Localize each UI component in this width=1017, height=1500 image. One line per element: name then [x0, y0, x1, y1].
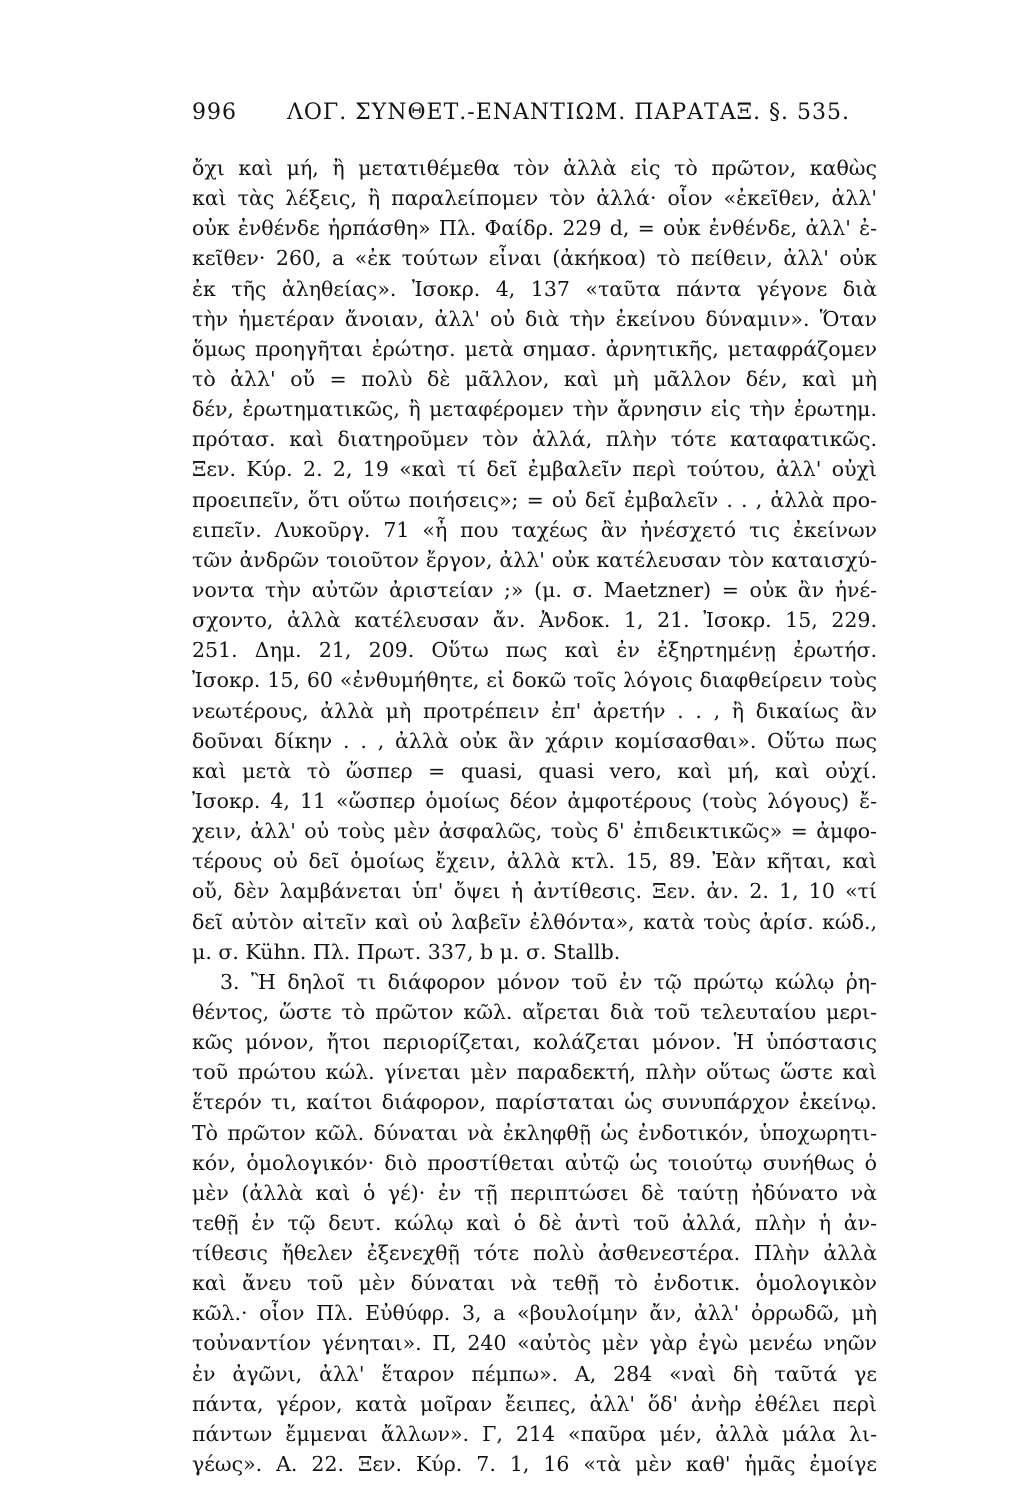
- text-line: πάντων ἔμμεναι ἄλλων». Γ, 214 «παῦρα μέν, ἀλλὰ μάλα λι-: [192, 1421, 877, 1446]
- text-line: οὐκ ἐνθένδε ἡρπάσθη» Πλ. Φαίδρ. 229 d, = οὐκ ἐνθένδε, ἀλλ' ἐ-: [192, 216, 877, 241]
- text-line: τεθῇ ἐν τῷ δευτ. κώλῳ καὶ ὁ δὲ ἀντὶ τοῦ ἀλλά, πλὴν ἡ ἀν-: [192, 1210, 877, 1235]
- text-line: ὅμως προηγῆται ἐρώτησ. μετὰ σημασ. ἀρνητικῆς, μεταφράζομεν: [192, 336, 877, 361]
- text-line: πάντα, γέρον, κατὰ μοῖραν ἔειπες, ἀλλ' ὅδ' ἀνὴρ ἐθέλει περὶ: [192, 1391, 877, 1416]
- text-line: ἐν ἀγῶνι, ἀλλ' ἕταρον πέμπω». Α, 284 «ναὶ δὴ ταῦτά γε: [192, 1361, 877, 1386]
- text-line: ἐκ τῆς ἀληθείας». Ἰσοκρ. 4, 137 «ταῦτα πάντα γέγονε διὰ: [192, 276, 877, 301]
- text-line: χειν, ἀλλ' οὐ τοὺς μὲν ἀσφαλῶς, τοὺς δ' ἐπιδεικτικῶς» = ἀμφο-: [192, 819, 877, 844]
- text-line: τίθεσις ἤθελεν ἐξενεχθῇ τότε πολὺ ἀσθενεστέρα. Πλὴν ἀλλὰ: [192, 1241, 877, 1266]
- text-line: τέρους οὐ δεῖ ὁμοίως ἔχειν, ἀλλὰ κτλ. 15, 89. Ἐὰν κῆται, καὶ: [192, 849, 877, 874]
- text-line: δοῦναι δίκην . . , ἀλλὰ οὐκ ἂν χάριν κομίσασθαι». Οὕτω πως: [192, 728, 877, 753]
- text-line: νοντα τὴν αὐτῶν ἀριστείαν ;» (μ. σ. Maetzner) = οὐκ ἂν ἠνέ-: [192, 577, 877, 602]
- text-line: μὲν (ἀλλὰ καὶ ὁ γέ)· ἐν τῇ περιπτώσει δὲ ταύτῃ ἠδύνατο νὰ: [192, 1180, 877, 1205]
- text-line: θέντος, ὥστε τὸ πρῶτον κῶλ. αἴρεται διὰ τοῦ τελευταίου μερι-: [192, 999, 877, 1024]
- text-line: καὶ μετὰ τὸ ὥσπερ = quasi, quasi vero, καὶ μή, καὶ οὐχί.: [192, 758, 877, 783]
- text-line: δεῖ αὐτὸν αἰτεῖν καὶ οὐ λαβεῖν ἐλθόντα», κατὰ τοὺς ἀρίσ. κώδ.,: [192, 909, 877, 934]
- text-line: κῶλ.· οἷον Πλ. Εὐθύφρ. 3, a «βουλοίμην ἄν, ἀλλ' ὀρρωδῶ, μὴ: [192, 1301, 877, 1326]
- text-line: Ξεν. Κύρ. 2. 2, 19 «καὶ τί δεῖ ἐμβαλεῖν περὶ τούτου, ἀλλ' οὐχὶ: [192, 457, 877, 482]
- text-line: δέν, ἐρωτηματικῶς, ἢ μεταφέρομεν τὴν ἄρνησιν εἰς τὴν ἐρωτημ.: [192, 397, 877, 422]
- text-line: Ἰσοκρ. 4, 11 «ὥσπερ ὁμοίως δέον ἀμφοτέρους (τοὺς λόγους) ἔ-: [192, 788, 877, 813]
- text-line: Ἰσοκρ. 15, 60 «ἐνθυμήθητε, εἰ δοκῶ τοῖς λόγοις διαφθείρειν τοὺς: [192, 668, 877, 693]
- text-line: καὶ ἄνευ τοῦ μὲν δύναται νὰ τεθῇ τὸ ἐνδοτικ. ὁμολογικὸν: [192, 1271, 877, 1296]
- text-line: μ. σ. Kühn. Πλ. Πρωτ. 337, b μ. σ. Stallb.: [192, 939, 621, 964]
- text-line: πρότασ. καὶ διατηροῦμεν τὸν ἀλλά, πλὴν τότε καταφατικῶς.: [192, 427, 877, 452]
- text-line: σχοντο, ἀλλὰ κατέλευσαν ἄν. Ἀνδοκ. 1, 21. Ἰσοκρ. 15, 229.: [192, 608, 877, 633]
- text-line: νεωτέρους, ἀλλὰ μὴ προτρέπειν ἐπ' ἀρετήν . . , ἢ δικαίως ἂν: [192, 698, 877, 723]
- text-line: τοῦ πρώτου κώλ. γίνεται μὲν παραδεκτή, πλὴν οὕτως ὥστε καὶ: [192, 1060, 877, 1085]
- running-title: ΛΟΓ. ΣΥΝΘΕΤ.-ΕΝΑΝΤΙΩΜ. ΠΑΡΑΤΑΞ. §. 535.: [287, 100, 851, 125]
- text-line: τὸ ἀλλ' οὔ = πολὺ δὲ μᾶλλον, καὶ μὴ μᾶλλον δέν, καὶ μὴ: [192, 366, 877, 391]
- text-line: 251. Δημ. 21, 209. Οὕτω πως καὶ ἐν ἐξηρτημένῃ ἐρωτήσ.: [192, 638, 877, 663]
- page-header: [192, 100, 877, 134]
- text-line: καὶ τὰς λέξεις, ἢ παραλείπομεν τὸν ἀλλά· οἷον «ἐκεῖθεν, ἀλλ': [192, 186, 877, 211]
- text-line: τοὐναντίον γένηται». Π, 240 «αὐτὸς μὲν γὰρ ἐγὼ μενέω νηῶν: [192, 1331, 877, 1356]
- text-line: γέως». Α. 22. Ξεν. Κύρ. 7. 1, 16 «τὰ μὲν καθ' ἡμᾶς ἐμοίγε: [192, 1452, 877, 1477]
- text-line: κεῖθεν· 260, a «ἐκ τούτων εἶναι (ἀκήκοα) τὸ πείθειν, ἀλλ' οὐκ: [192, 246, 877, 271]
- text-line: 3. Ἢ δηλοῖ τι διάφορον μόνον τοῦ ἐν τῷ πρώτῳ κώλῳ ῥη-: [220, 969, 877, 994]
- text-line: Τὸ πρῶτον κῶλ. δύναται νὰ ἐκληφθῇ ὡς ἐνδοτικόν, ὑποχωρητι-: [192, 1120, 877, 1145]
- body-text: [192, 153, 877, 1479]
- page-number: 996: [192, 100, 237, 125]
- text-line: ειπεῖν. Λυκοῦργ. 71 «ἦ που ταχέως ἂν ἠνέσχετό τις ἐκείνων: [192, 517, 877, 542]
- text-line: ὄχι καὶ μή, ἢ μετατιθέμεθα τὸν ἀλλὰ εἰς τὸ πρῶτον, καθὼς: [192, 156, 877, 180]
- text-line: τῶν ἀνδρῶν τοιοῦτον ἔργον, ἀλλ' οὐκ κατέλευσαν τὸν καταισχύ-: [192, 547, 877, 572]
- text-line: κόν, ὁμολογικόν· διὸ προστίθεται αὐτῷ ὡς τοιούτῳ συνήθως ὁ: [192, 1150, 877, 1175]
- text-line: οὔ, δὲν λαμβάνεται ὑπ' ὄψει ἡ ἀντίθεσις. Ξεν. ἀν. 2. 1, 10 «τί: [192, 879, 877, 904]
- text-line: τὴν ἡμετέραν ἄνοιαν, ἀλλ' οὐ διὰ τὴν ἐκείνου δύναμιν». Ὅταν: [192, 306, 877, 331]
- text-line: ἕτερόν τι, καίτοι διάφορον, παρίσταται ὡς συνυπάρχον ἐκείνῳ.: [192, 1090, 877, 1115]
- text-line: προειπεῖν, ὅτι οὕτω ποιήσεις»; = οὐ δεῖ ἐμβαλεῖν . . , ἀλλὰ προ-: [192, 487, 877, 512]
- text-line: κῶς μόνον, ἤτοι περιορίζεται, κολάζεται μόνον. Ἡ ὑπόστασις: [192, 1030, 877, 1055]
